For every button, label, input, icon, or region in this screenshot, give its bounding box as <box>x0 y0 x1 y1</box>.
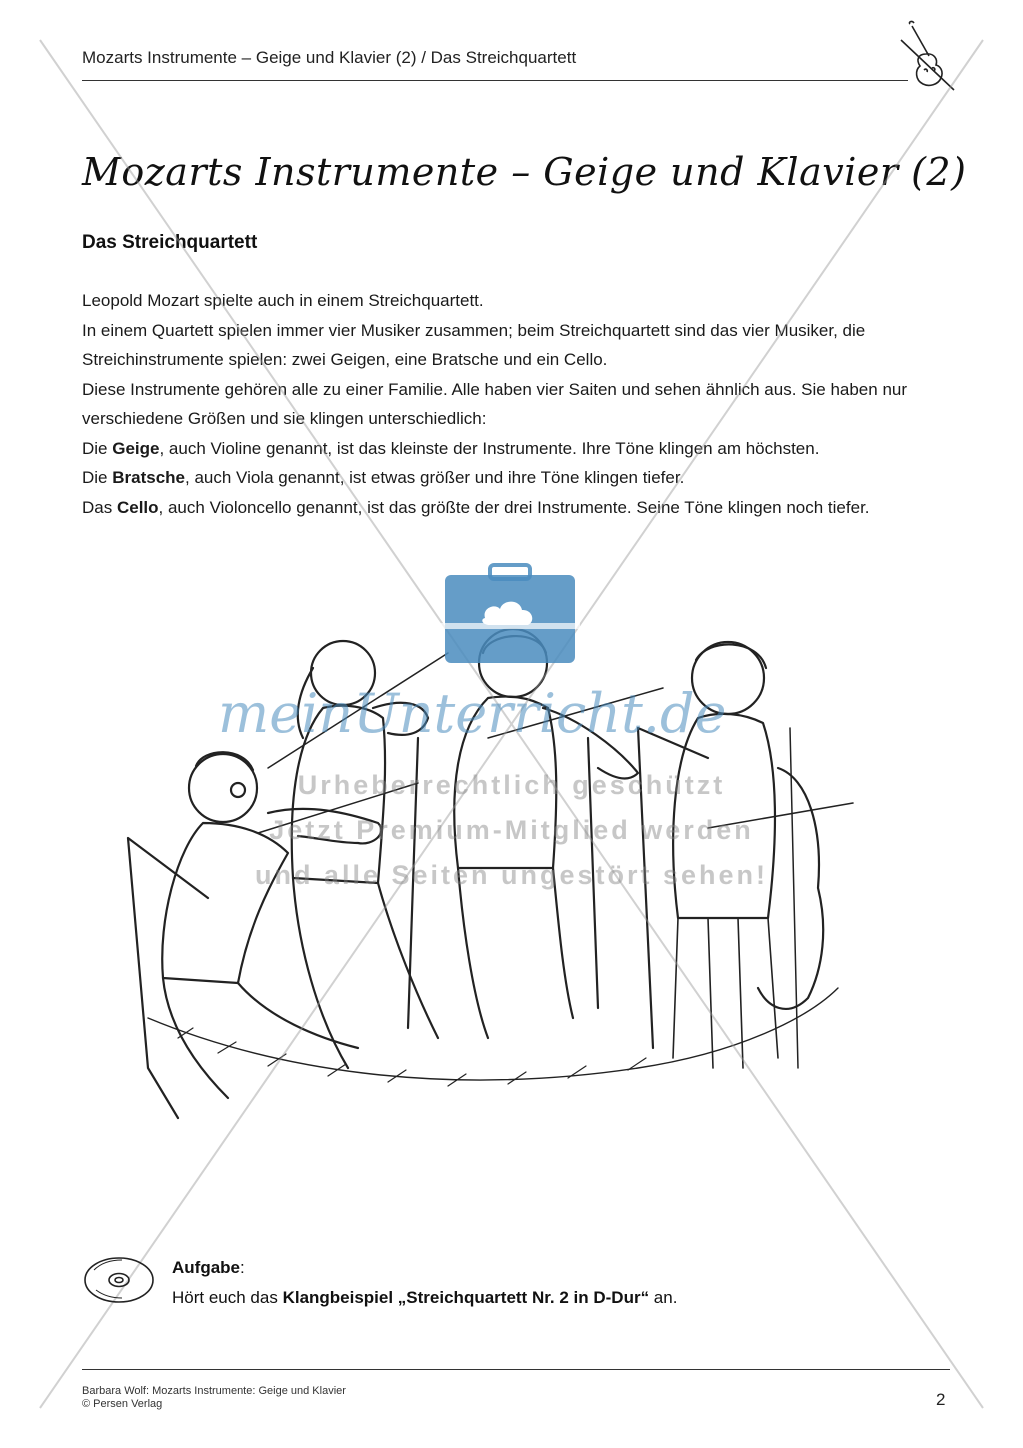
paragraph: Das Cello, auch Violoncello genannt, ist das größte der drei Instrumente. Seine Töne klingen noch tiefer. <box>82 497 870 517</box>
watermark-line: und alle Seiten ungestört sehen! <box>254 860 769 890</box>
term-cello: Cello <box>116 497 159 517</box>
string-quartet-illustration <box>118 598 863 1158</box>
audio-example-title: Klangbeispiel „Streichquartett Nr. 2 in D-Dur“ <box>282 1288 650 1307</box>
violin-icon <box>896 20 958 100</box>
watermark-line: Urheberrechtlich geschützt <box>297 770 726 800</box>
footer-publisher-line: © Persen Verlag <box>82 1398 163 1410</box>
watermark-brand: meinUnterricht.de <box>218 682 727 745</box>
task-text: Hört euch das Klangbeispiel „Streichquartett Nr. 2 in D-Dur“ an. <box>172 1288 678 1307</box>
paragraph: Die Bratsche, auch Viola genannt, ist etwas größer und ihre Töne klingen tiefer. <box>82 468 685 487</box>
running-title: Mozarts Instrumente – Geige und Klavier (2) / Das Streichquartett <box>82 48 577 67</box>
footer-divider <box>82 1369 950 1370</box>
section-heading: Das Streichquartett <box>82 232 258 253</box>
watermark-line: Jetzt Premium-Mitglied werden <box>269 815 754 845</box>
footer-credits <box>82 1385 346 1411</box>
page-number: 2 <box>936 1390 946 1409</box>
footer-author-line: Barbara Wolf: Mozarts Instrumente: Geige und Klavier <box>82 1385 346 1397</box>
body-text <box>82 286 962 522</box>
paragraph: In einem Quartett spielen immer vier Musiker zusammen; beim Streichquartett sind das vier Musiker, die Streichinstrumente spielen: zwei Geigen, eine Bratsche und ein Cello. <box>82 320 866 369</box>
paragraph: Die Geige, auch Violine genannt, ist das kleinste der Instrumente. Ihre Töne klingen am höchsten. <box>82 438 820 458</box>
paragraph: Leopold Mozart spielte auch in einem Streichquartett. <box>82 291 484 310</box>
term-bratsche: Bratsche <box>112 468 185 487</box>
paragraph: Diese Instrumente gehören alle zu einer Familie. Alle haben vier Saiten und sehen ähnlich aus. Sie haben nur verschiedene Größen und sie klingen unterschiedlich: <box>82 379 908 428</box>
task-label: Aufgabe <box>172 1258 240 1277</box>
term-geige: Geige <box>112 438 160 458</box>
header-divider <box>82 80 908 81</box>
task-box: Aufgabe: Hört euch das Klangbeispiel „Streichquartett Nr. 2 in D-Dur“ an. <box>172 1253 677 1313</box>
page-title: Mozarts Instrumente – Geige und Klavier (2) <box>82 150 967 194</box>
cd-icon <box>82 1250 156 1306</box>
